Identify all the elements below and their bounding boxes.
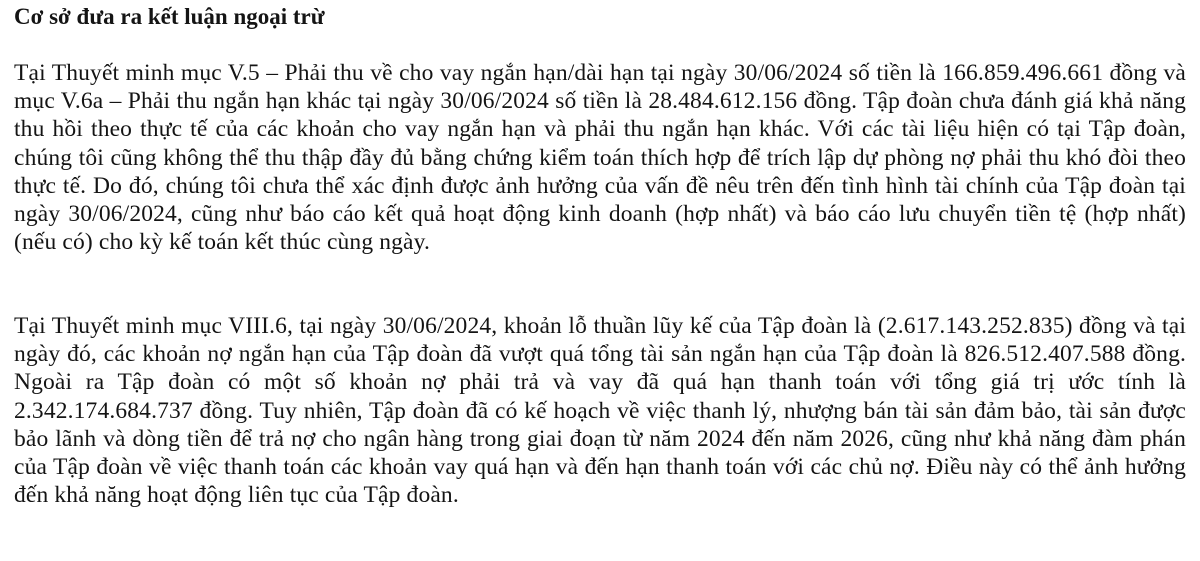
section-heading: Cơ sở đưa ra kết luận ngoại trừ — [14, 4, 325, 29]
paragraph-1: Tại Thuyết minh mục V.5 – Phải thu về cho vay ngắn hạn/dài hạn tại ngày 30/06/2024 số tiền là 166.859.496.661 đồng và mục V.6a – Phải thu ngắn hạn khác tại ngày 30/06/2024 số tiền là 28.484.612.156 đồng. Tập đoàn chưa đánh giá khả năng thu hồi theo thực tế của các khoản cho vay ngắn hạn và phải thu ngắn hạn khác. Với các tài liệu hiện có tại Tập đoàn, chúng tôi cũng không thể thu thập đầy đủ bằng chứng kiểm toán thích hợp để trích lập dự phòng nợ phải thu khó đòi theo thực tế. Do đó, chúng tôi chưa thể xác định được ảnh hưởng của vấn đề nêu trên đến tình hình tài chính của Tập đoàn tại ngày 30/06/2024, cũng như báo cáo kết quả hoạt động kinh doanh (hợp nhất) và báo cáo lưu chuyển tiền tệ (hợp nhất) (nếu có) cho kỳ kế toán kết thúc cùng ngày. — [14, 60, 1186, 256]
paragraph-2: Tại Thuyết minh mục VIII.6, tại ngày 30/06/2024, khoản lỗ thuần lũy kế của Tập đoàn là (2.617.143.252.835) đồng và tại ngày đó, các khoản nợ ngắn hạn của Tập đoàn đã vượt quá tổng tài sản ngắn hạn của Tập đoàn là 826.512.407.588 đồng. Ngoài ra Tập đoàn có một số khoản nợ phải trả và vay đã quá hạn thanh toán với tổng giá trị ước tính là 2.342.174.684.737 đồng. Tuy nhiên, Tập đoàn đã có kế hoạch về việc thanh lý, nhượng bán tài sản đảm bảo, tài sản được bảo lãnh và dòng tiền để trả nợ cho ngân hàng trong giai đoạn từ năm 2024 đến năm 2026, cũng như khả năng đàm phán của Tập đoàn về việc thanh toán các khoản vay quá hạn và đến hạn thanh toán với các chủ nợ. Điều này có thể ảnh hưởng đến khả năng hoạt động liên tục của Tập đoàn. — [14, 313, 1186, 509]
